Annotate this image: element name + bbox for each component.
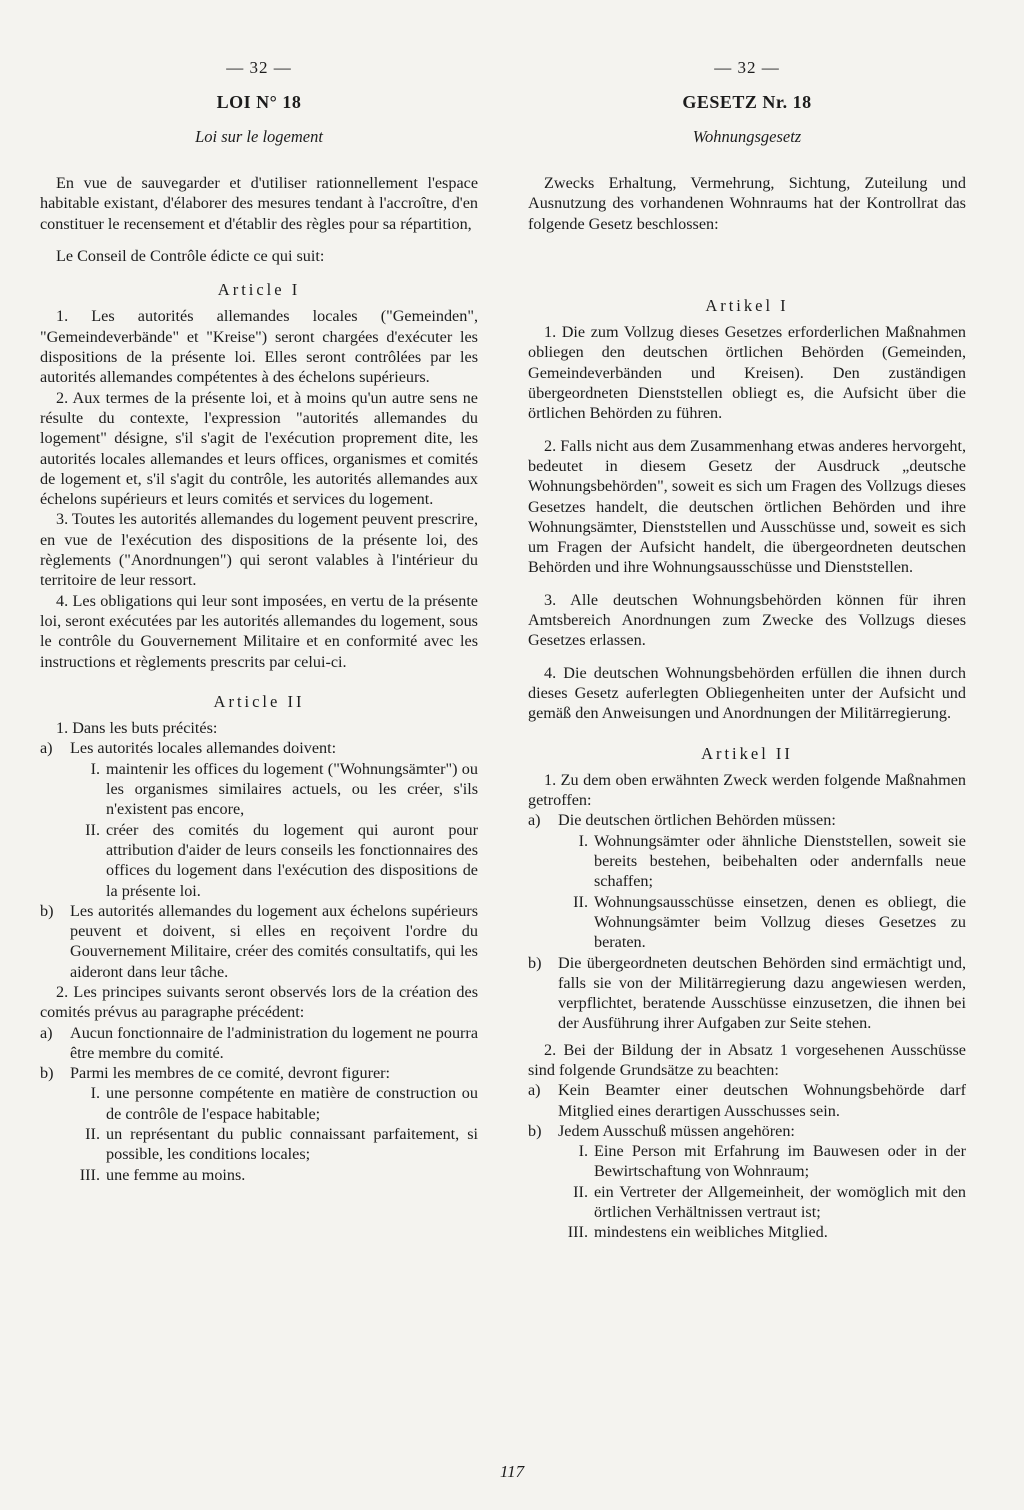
item-text: Die übergeordneten deutschen Behörden sind ermächtigt und, falls sie von der Militärregierung dazu angewiesen werden, verpflichtet, beratende Ausschüsse einzusetzen, die ihnen bei der Ausführung ihrer Aufgaben zur Seite stehen.	[558, 953, 966, 1033]
item-text: maintenir les offices du logement ("Wohnungsämter") ou les organismes similaires actuels, ou les créer, s'ils n'existent pas encore,	[106, 759, 478, 819]
sub-item	[528, 1141, 966, 1182]
item-label: I.	[578, 831, 588, 850]
list-item	[528, 953, 966, 1034]
article-heading: Artikel I	[705, 295, 789, 315]
law-subtitle: Wohnungsgesetz	[692, 127, 802, 146]
sub-item	[40, 820, 478, 901]
item-text: un représentant du public connaissant parfaitement, si possible, les conditions locales;	[106, 1125, 478, 1164]
paragraph: 2. Bei der Bildung der in Absatz 1 vorgesehenen Ausschüsse sind folgende Grundsätze zu beachten:	[528, 1040, 966, 1079]
enacting-clause: Le Conseil de Contrôle édicte ce qui suit:	[56, 246, 325, 265]
page-number: — 32 —	[714, 58, 780, 77]
article-heading: Article I	[217, 280, 301, 300]
paragraph: 1. Dans les buts précités:	[56, 719, 218, 738]
list-item	[40, 1063, 478, 1083]
item-label: b)	[528, 1121, 542, 1140]
paragraph: 4. Les obligations qui leur sont imposées, en vertu de la présente loi, seront exécutées par les autorités allemandes du logement, sous le contrôle du Gouvernement Militaire et en conformité avec les instructions et règlements prescrits par celui-ci.	[40, 591, 478, 671]
item-text: Kein Beamter einer deutschen Wohnungsbehörde darf Mitglied eines derartigen Ausschusses sein.	[558, 1081, 966, 1120]
item-text: Parmi les membres de ce comité, devront figurer:	[70, 1064, 391, 1083]
article-heading: Article II	[213, 691, 305, 711]
item-text: Wohnungsämter oder ähnliche Dienststellen, soweit sie bereits bestehen, beibehalten oder andernfalls neue schaffen;	[594, 831, 966, 891]
sub-item	[528, 1182, 966, 1223]
item-text: Die deutschen örtlichen Behörden müssen:	[558, 811, 836, 830]
paragraph: 3. Toutes les autorités allemandes du logement peuvent prescrire, en vue de l'exécution des dispositions de la présente loi, des règlements ("Anordnungen") qui seront valables à l'intérieur du territoire de leur ressort.	[40, 510, 479, 590]
item-label: a)	[40, 1023, 53, 1042]
item-text: Wohnungsausschüsse einsetzen, denen es obliegt, die Wohnungsämter beim Vollzug dieses Gesetzes zu beraten.	[594, 892, 966, 952]
paragraph: 1. Les autorités allemandes locales ("Gemeinden", "Gemeindeverbände" et "Kreise") seront chargées d'exécuter les dispositions de la présente loi. Elles seront contrôlées par les autorités allemandes compétentes à des échelons supérieurs.	[40, 307, 478, 387]
paragraph: 2. Aux termes de la présente loi, et à moins qu'un autre sens ne résulte du contexte, l'expression "autorités allemandes du logement" désigne, s'il s'agit de l'exécution proprement dite, les autorités locales allemandes et leurs offices, organismes et comités de logement et, s'il s'agit du contrôle, les autorités allemandes aux échelons supérieurs et leurs comités et services du logement.	[40, 388, 478, 509]
item-label: II.	[85, 820, 100, 839]
item-text: Jedem Ausschuß müssen angehören:	[558, 1121, 795, 1140]
german-column	[528, 58, 966, 1243]
article-heading: Artikel II	[701, 743, 793, 763]
sub-item	[528, 892, 966, 953]
item-label: III.	[79, 1165, 100, 1184]
item-label: I.	[90, 1084, 100, 1103]
item-text: Eine Person mit Erfahrung im Bauwesen oder in der Bewirtschaftung von Wohnraum;	[594, 1142, 966, 1181]
paragraph: 1. Die zum Vollzug dieses Gesetzes erforderlichen Maßnahmen obliegen den deutschen örtlichen Behörden (Gemeinden, Gemeindeverbänden und Kreisen). Den zuständigen übergeordneten Dienststellen obliegt es, die Aufsicht über die örtlichen Behörden zu führen.	[528, 323, 966, 423]
item-text: mindestens ein weibliches Mitglied.	[594, 1223, 828, 1242]
item-label: a)	[528, 1081, 541, 1100]
item-text: une femme au moins.	[106, 1165, 246, 1184]
item-label: I.	[90, 759, 100, 778]
item-label: III.	[567, 1223, 588, 1242]
item-label: I.	[578, 1142, 588, 1161]
paragraph: 2. Falls nicht aus dem Zusammenhang etwas anderes hervorgeht, bedeutet in diesem Gesetz der Ausdruck „deutsche Wohnungsbehörden", soweit es sich um Fragen des Vollzugs dieses Gesetzes handelt, die deutschen örtlichen Behörden und ihre Wohnungsämter, Dienststellen und Ausschüsse und, soweit es sich um Fragen der Aufsicht handelt, die übergeordneten deutschen Behörden und ihre Wohnungsausschüsse und Dienststellen.	[528, 436, 966, 577]
list-item	[528, 1080, 966, 1121]
page-number: — 32 —	[226, 58, 292, 77]
law-subtitle: Loi sur le logement	[195, 127, 323, 146]
item-text: créer des comités du logement qui auront pour attribution d'aider de leurs conseils les fonctionnaires des offices du logement dans l'exécution des dispositions de la présente loi.	[106, 820, 478, 900]
list-item	[528, 1121, 966, 1141]
item-text: ein Vertreter der Allgemeinheit, der womöglich mit den örtlichen Verhältnissen vertraut ist;	[594, 1182, 966, 1222]
item-label: b)	[40, 901, 54, 920]
paragraph: 1. Zu dem oben erwähnten Zweck werden folgende Maßnahmen getroffen:	[528, 770, 966, 810]
paragraph: 3. Alle deutschen Wohnungsbehörden können für ihren Amtsbereich Anordnungen zum Zwecke des Vollzugs dieses Gesetzes erlassen.	[528, 590, 966, 650]
sub-item	[40, 1124, 478, 1165]
item-label: II.	[573, 892, 588, 911]
preamble: Zwecks Erhaltung, Vermehrung, Sichtung, Zuteilung und Ausnutzung des vorhandenen Wohnraums hat der Kontrollrat das folgende Gesetz beschlossen:	[528, 174, 966, 233]
item-text: Les autorités locales allemandes doivent:	[70, 739, 337, 758]
law-title: GESETZ Nr. 18	[682, 92, 812, 112]
law-title: LOI N° 18	[216, 92, 302, 112]
list-item	[40, 901, 478, 982]
preamble: En vue de sauvegarder et d'utiliser rationnellement l'espace habitable existant, d'élaborer des mesures tendant à l'accroître, d'en constituer le recensement et d'établir des règles pour sa répartition,	[40, 174, 478, 233]
item-label: II.	[573, 1182, 588, 1201]
sub-item	[40, 1083, 478, 1124]
paragraph: 2. Les principes suivants seront observés lors de la création des comités prévus au paragraphe précédent:	[40, 982, 478, 1022]
item-text: Aucun fonctionnaire de l'administration du logement ne pourra être membre du comité.	[70, 1023, 478, 1062]
item-label: b)	[40, 1064, 54, 1083]
item-text: Les autorités allemandes du logement aux échelons supérieurs peuvent et doivent, si elles en reçoivent l'ordre du Gouvernement Militaire, créer des comités consultatifs, qui les aideront dans leur tâche.	[70, 901, 478, 981]
sub-item	[40, 1165, 478, 1185]
list-item	[528, 810, 966, 830]
item-label: II.	[85, 1125, 100, 1144]
item-label: b)	[528, 953, 542, 972]
paragraph: 4. Die deutschen Wohnungsbehörden erfüllen die ihnen durch dieses Gesetz auferlegten Obliegenheiten unter der Aufsicht und gemäß den Anweisungen und Anordnungen der Militärregierung.	[528, 663, 966, 723]
sub-item	[528, 831, 966, 892]
footer-page-number: 117	[499, 1462, 525, 1481]
list-item	[40, 1023, 478, 1064]
item-label: a)	[40, 739, 53, 758]
sub-item	[528, 1222, 966, 1242]
item-label: a)	[528, 811, 541, 830]
french-column	[40, 58, 478, 1185]
list-item	[40, 738, 478, 758]
item-text: une personne compétente en matière de construction ou de contrôle de l'espace habitable;	[106, 1084, 478, 1123]
sub-item	[40, 759, 478, 820]
